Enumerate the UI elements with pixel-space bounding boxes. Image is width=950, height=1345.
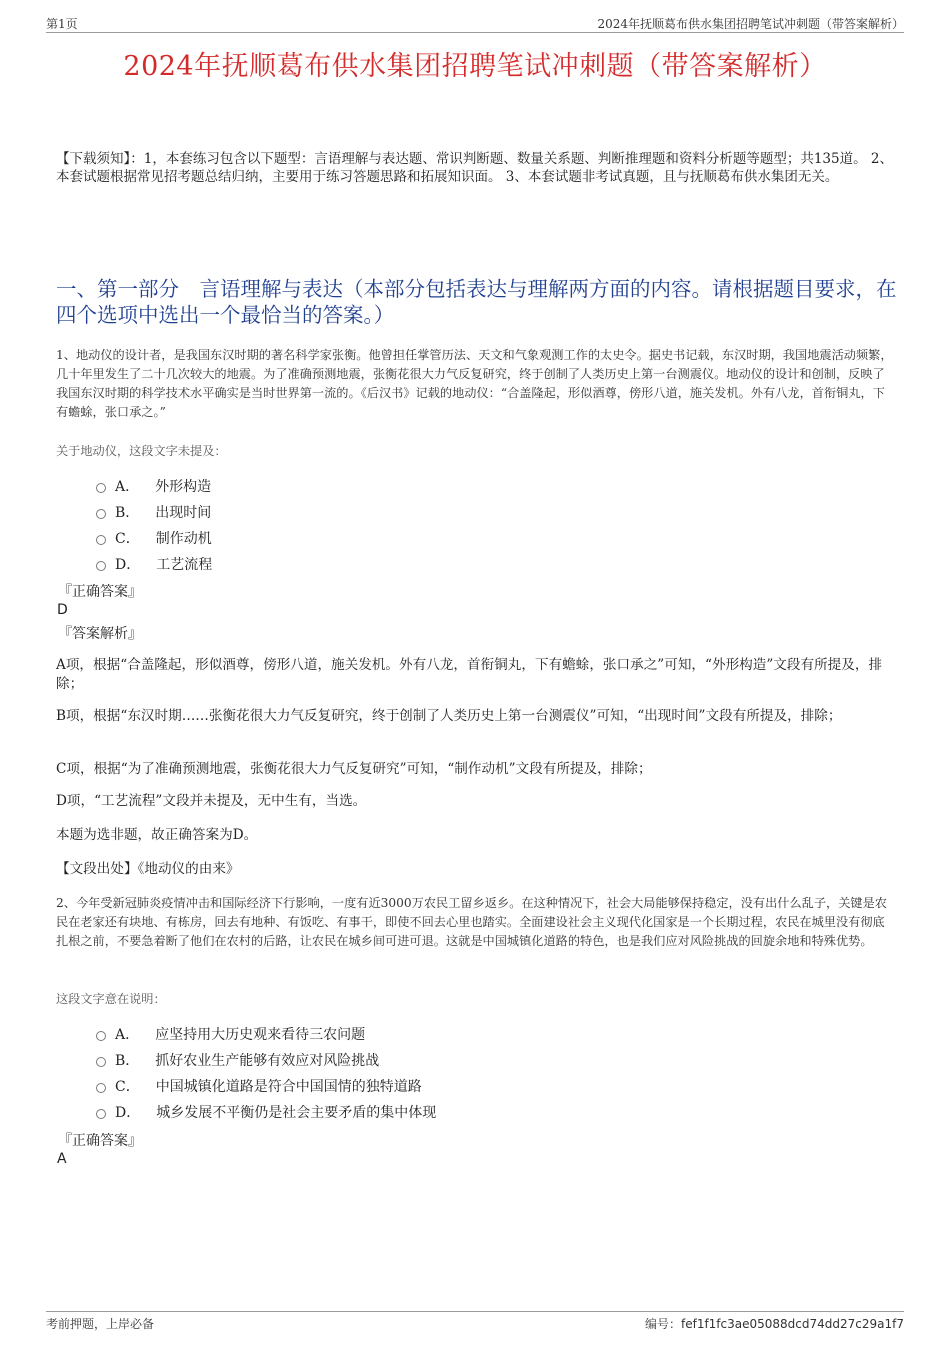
question-2-answer: A (57, 1151, 67, 1167)
option-letter: B． (115, 505, 140, 521)
footer-code-value: fef1f1fc3ae05088dcd74dd27c29a1f7 (680, 1317, 904, 1331)
header-doc-title: 2024年抚顺葛布供水集团招聘笔试冲刺题（带答案解析） (597, 17, 904, 31)
question-1-option-b[interactable] (96, 502, 211, 522)
question-1-analysis-label: 『答案解析』 (58, 626, 142, 642)
option-text: 制作动机 (155, 531, 212, 547)
analysis-conclusion: 本题为选非题，故正确答案为D。 (56, 827, 258, 843)
radio-icon[interactable] (96, 1057, 106, 1067)
analysis-item-a: A项，根据“合盖隆起，形似酒尊，傍形八道，施关发机。外有八龙，首衔铜丸，下有蟾蜍，张口承之”可知，“外形构造”文段有所提及，排除； (56, 657, 883, 692)
question-2-option-c[interactable] (96, 1076, 422, 1096)
option-text: 外形构造 (155, 479, 212, 495)
radio-icon[interactable] (96, 509, 106, 519)
option-text: 中国城镇化道路是符合中国国情的独特道路 (155, 1079, 422, 1095)
option-letter: A． (115, 479, 140, 495)
option-text: 出现时间 (155, 505, 212, 521)
option-letter: C． (115, 531, 140, 547)
analysis-source: 【文段出处】《地动仪的由来》 (56, 861, 240, 877)
question-2-option-d[interactable] (96, 1102, 436, 1122)
page-footer (46, 1311, 904, 1332)
question-2-text: 2、今年受新冠肺炎疫情冲击和国际经济下行影响，一度有近3000万农民工留乡返乡。在这种情况下，社会大局能够保持稳定，没有出什么乱子，关键是农民在老家还有块地、有栋房，回去有地种、有饭吃、有事干，即使不回去心里也踏实。全面建设社会主义现代化国家是一个长期过程，农民在城里没有彻底扎根之前，不要急着断了他们在农村的后路，让农民在城乡间可进可退。这就是中国城镇化道路的特色，也是我们应对风险挑战的回旋余地和特殊优势。 (56, 896, 887, 948)
footer-code (645, 1315, 904, 1332)
option-text: 工艺流程 (156, 557, 213, 573)
radio-icon[interactable] (96, 483, 106, 493)
option-text: 应坚持用大历史观来看待三农问题 (155, 1027, 366, 1043)
question-2-option-b[interactable] (96, 1050, 379, 1070)
option-letter: C． (115, 1079, 140, 1095)
footer-code-label: 编号： (644, 1317, 681, 1331)
radio-icon[interactable] (96, 561, 106, 571)
section-heading: 一、第一部分 言语理解与表达（本部分包括表达与理解两方面的内容。请根据题目要求，在四个选项中选出一个最恰当的答案。） (56, 277, 897, 327)
analysis-item-c: C项，根据“为了准确预测地震，张衡花很大力气反复研究”可知，“制作动机”文段有所提及，排除； (56, 761, 652, 777)
option-letter: A． (115, 1027, 140, 1043)
question-1-text: 1、地动仪的设计者，是我国东汉时期的著名科学家张衡。他曾担任掌管历法、天文和气象观测工作的太史令。据史书记载，东汉时期，我国地震活动频繁，几十年里发生了二十几次较大的地震。为了准确预测地震，张衡花很大力气反复研究，终于创制了人类历史上第一台测震仪。地动仪的设计和创制，反映了我国东汉时期的科学技术水平确实是当时世界第一流的。《后汉书》记载的地动仪：“合盖隆起，形似酒尊，傍形八道，施关发机。外有八龙，首衔铜丸，下有蟾蜍，张口承之。” (56, 348, 893, 419)
option-text: 城乡发展不平衡仍是社会主要矛盾的集中体现 (156, 1105, 437, 1121)
analysis-item-d: D项，“工艺流程”文段并未提及，无中生有，当选。 (56, 793, 367, 809)
question-2-option-a[interactable] (96, 1024, 365, 1044)
question-1-prompt: 关于地动仪，这段文字未提及： (56, 444, 227, 458)
page-header (46, 14, 904, 33)
question-1-answer-label: 『正确答案』 (58, 584, 142, 600)
question-1-option-a[interactable] (96, 476, 211, 496)
option-text: 抓好农业生产能够有效应对风险挑战 (155, 1053, 380, 1069)
document-title: 2024年抚顺葛布供水集团招聘笔试冲刺题（带答案解析） (123, 51, 827, 82)
question-1-option-d[interactable] (96, 554, 212, 574)
footer-slogan: 考前押题，上岸必备 (46, 1317, 155, 1331)
option-letter: B． (115, 1053, 140, 1069)
page-number: 第1页 (46, 17, 78, 31)
question-1-answer: D (57, 602, 68, 618)
radio-icon[interactable] (96, 1031, 106, 1041)
radio-icon[interactable] (96, 535, 106, 545)
question-2-answer-label: 『正确答案』 (58, 1133, 142, 1149)
question-2-prompt: 这段文字意在说明： (56, 992, 166, 1006)
option-letter: D． (115, 1105, 141, 1121)
radio-icon[interactable] (96, 1109, 106, 1119)
option-letter: D． (115, 557, 141, 573)
question-1-option-c[interactable] (96, 528, 212, 548)
download-notice: 【下载须知】：1，本套练习包含以下题型：言语理解与表达题、常识判断题、数量关系题、判断推理题和资料分析题等题型；共135道。 2、本套试题根据常见招考题总结归纳，主要用于练习答题思路和拓展知识面。 3、本套试题非考试真题，且与抚顺葛布供水集团无关。 (56, 151, 893, 185)
radio-icon[interactable] (96, 1083, 106, 1093)
analysis-item-b: B项，根据“东汉时期……张衡花很大力气反复研究，终于创制了人类历史上第一台测震仪”可知，“出现时间”文段有所提及，排除； (56, 708, 842, 724)
